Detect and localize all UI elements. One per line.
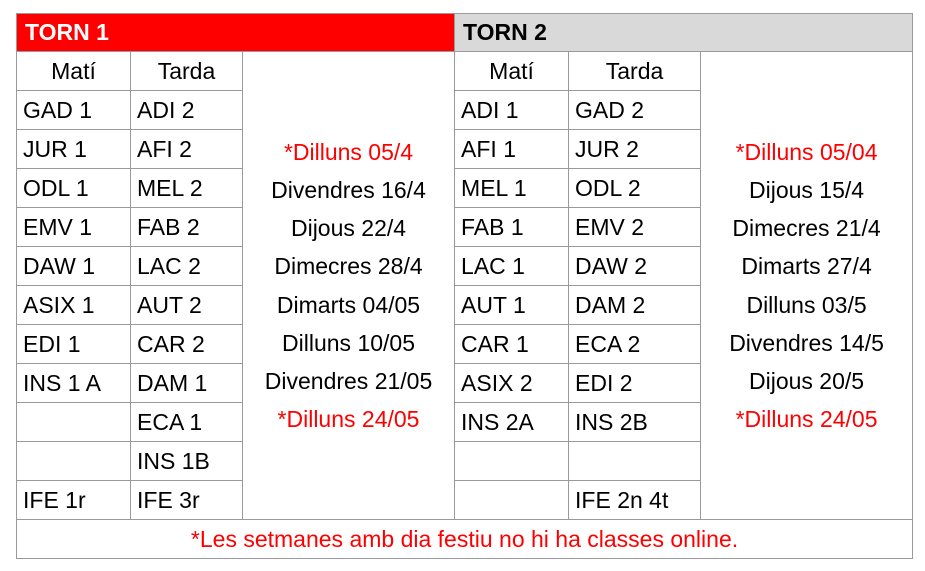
torn1-dates-cell (243, 52, 455, 520)
shift-header-row (17, 14, 913, 52)
torn2-tarda-cell: DAM 2 (569, 286, 701, 325)
torn1-tarda-cell: FAB 2 (131, 208, 243, 247)
torn2-mati-cell: AUT 1 (455, 286, 569, 325)
torn1-tarda-cell: AFI 2 (131, 130, 243, 169)
torn2-tarda-cell: ODL 2 (569, 169, 701, 208)
torn2-date: Dimarts 27/4 (741, 253, 872, 280)
torn1-tarda-cell: CAR 2 (131, 325, 243, 364)
torn1-tarda-cell: DAM 1 (131, 364, 243, 403)
torn1-tarda-cell: INS 1B (131, 442, 243, 481)
torn1-tarda-cell: AUT 2 (131, 286, 243, 325)
torn2-tarda-cell: EDI 2 (569, 364, 701, 403)
torn2-mati-cell: ASIX 2 (455, 364, 569, 403)
torn2-mati-cell: CAR 1 (455, 325, 569, 364)
torn2-date: Dijous 20/5 (749, 367, 865, 394)
torn1-tarda-cell: ECA 1 (131, 403, 243, 442)
torn2-date: Dijous 15/4 (749, 176, 865, 203)
torn1-date: Dimarts 04/05 (276, 291, 421, 318)
torn2-date: Divendres 14/5 (729, 329, 884, 356)
torn1-date: Dimecres 28/4 (274, 253, 423, 280)
torn2-dates-cell (701, 52, 913, 520)
footnote: *Les setmanes amb dia festiu no hi ha classes online. (17, 520, 913, 559)
torn2-tarda-cell: ECA 2 (569, 325, 701, 364)
torn2-mati-cell (455, 442, 569, 481)
torn2-mati-cell: LAC 1 (455, 247, 569, 286)
torn2-tarda-header: Tarda (569, 52, 701, 91)
torn1-date: Dilluns 10/05 (282, 329, 415, 356)
torn2-tarda-cell: INS 2B (569, 403, 701, 442)
torn1-mati-cell (17, 403, 131, 442)
schedule-table (16, 13, 913, 559)
torn1-mati-cell: EMV 1 (17, 208, 131, 247)
torn2-mati-cell: ADI 1 (455, 91, 569, 130)
torn2-header: TORN 2 (455, 14, 913, 52)
torn2-mati-header: Matí (455, 52, 569, 91)
torn2-date: *Dilluns 24/05 (735, 406, 878, 433)
torn2-tarda-cell: DAW 2 (569, 247, 701, 286)
torn1-mati-cell: JUR 1 (17, 130, 131, 169)
column-header-row (17, 52, 913, 91)
torn1-mati-cell: DAW 1 (17, 247, 131, 286)
footnote-row (17, 520, 913, 559)
torn2-tarda-cell: IFE 2n 4t (569, 481, 701, 520)
torn2-mati-cell: FAB 1 (455, 208, 569, 247)
torn1-mati-cell: IFE 1r (17, 481, 131, 520)
torn2-mati-cell: INS 2A (455, 403, 569, 442)
torn1-tarda-cell: MEL 2 (131, 169, 243, 208)
torn1-tarda-cell: LAC 2 (131, 247, 243, 286)
torn1-date: *Dilluns 24/05 (277, 406, 420, 433)
torn2-dates-list (701, 133, 912, 439)
torn2-date: *Dilluns 05/04 (735, 138, 878, 165)
torn2-tarda-cell (569, 442, 701, 481)
torn1-mati-cell (17, 442, 131, 481)
torn1-mati-header: Matí (17, 52, 131, 91)
torn1-mati-cell: ODL 1 (17, 169, 131, 208)
torn1-tarda-cell: ADI 2 (131, 91, 243, 130)
torn1-header: TORN 1 (17, 14, 455, 52)
torn2-tarda-cell: GAD 2 (569, 91, 701, 130)
torn2-date: Dimecres 21/4 (732, 215, 881, 242)
torn1-mati-cell: INS 1 A (17, 364, 131, 403)
torn1-dates-list (243, 133, 454, 439)
torn1-date: Divendres 21/05 (264, 367, 433, 394)
torn2-mati-cell (455, 481, 569, 520)
torn1-mati-cell: EDI 1 (17, 325, 131, 364)
torn2-mati-cell: AFI 1 (455, 130, 569, 169)
torn2-date: Dilluns 03/5 (746, 291, 867, 318)
torn1-date: Dijous 22/4 (290, 215, 407, 242)
torn1-date: Divendres 16/4 (271, 176, 426, 203)
torn1-mati-cell: ASIX 1 (17, 286, 131, 325)
torn1-tarda-header: Tarda (131, 52, 243, 91)
torn1-mati-cell: GAD 1 (17, 91, 131, 130)
torn2-tarda-cell: EMV 2 (569, 208, 701, 247)
torn2-mati-cell: MEL 1 (455, 169, 569, 208)
torn1-tarda-cell: IFE 3r (131, 481, 243, 520)
torn2-tarda-cell: JUR 2 (569, 130, 701, 169)
torn1-date: *Dilluns 05/4 (283, 138, 414, 165)
